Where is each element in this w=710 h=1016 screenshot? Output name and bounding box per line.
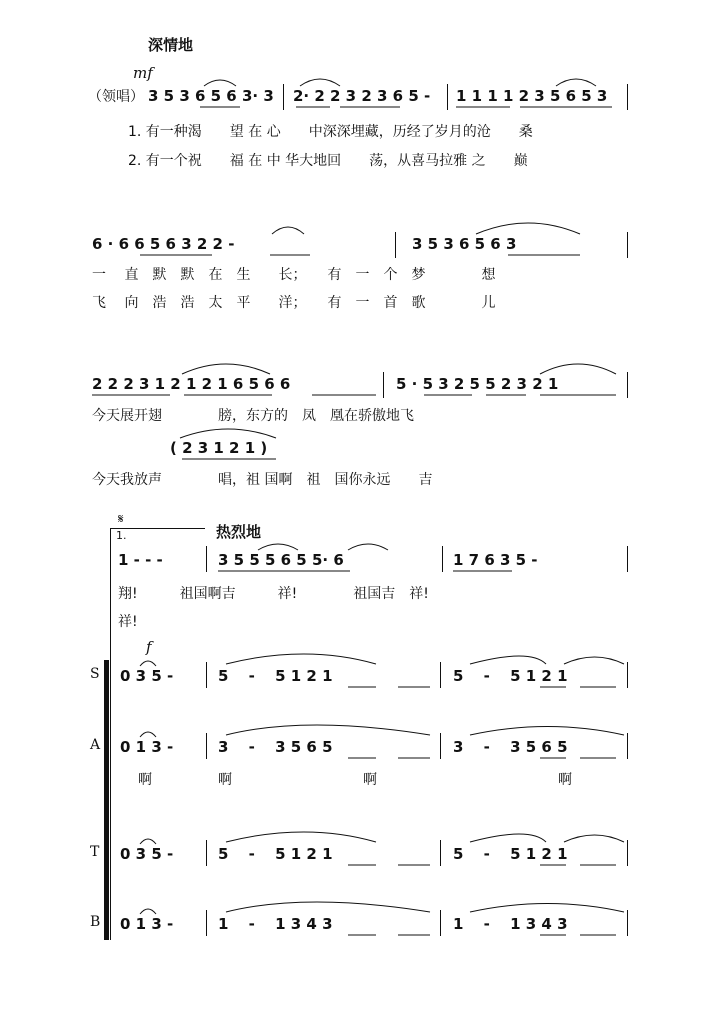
row4-lyrics-verse1: 翔! 祖国啊吉 祥! 祖国吉 祥! bbox=[118, 586, 429, 602]
slur bbox=[540, 364, 616, 374]
segno-sign: 𝄋 bbox=[118, 512, 124, 527]
part-label-bass: B bbox=[90, 914, 101, 930]
bass-measure2: 1 - 1 3 4 3 bbox=[218, 915, 333, 933]
row1-measure1: 3 5 3 6 5 6 3· 3 bbox=[148, 87, 274, 105]
slur bbox=[348, 544, 388, 550]
slur bbox=[556, 79, 596, 86]
alto-measure2: 3 - 3 5 6 5 bbox=[218, 738, 333, 756]
slur bbox=[226, 725, 430, 735]
slur bbox=[182, 364, 270, 374]
alto-lyric: 啊 bbox=[558, 772, 572, 788]
slur bbox=[476, 223, 580, 234]
bass-measure1: 0 1 3 - bbox=[120, 915, 174, 933]
row2-measure1: 6 · 6 6 5 6 3 2 2 - bbox=[92, 235, 235, 253]
slur bbox=[226, 654, 376, 664]
slur bbox=[272, 227, 304, 234]
alto-lyric: 啊 bbox=[138, 772, 152, 788]
dynamic-f: f bbox=[146, 638, 152, 656]
slur bbox=[204, 80, 236, 86]
row4-lyrics-verse2: 祥! bbox=[118, 614, 138, 630]
soprano-measure1: 0 3 5 - bbox=[120, 667, 174, 685]
row1-lyrics-verse2: 2. 有一个祝 福 在 中 华大地回 荡，从喜马拉雅 之 巅 bbox=[128, 153, 528, 169]
tenor-measure2: 5 - 5 1 2 1 bbox=[218, 845, 333, 863]
slur bbox=[140, 909, 156, 914]
voice-label: （领唱） bbox=[88, 89, 144, 105]
dynamic-mf: mf bbox=[133, 64, 153, 82]
alto-measure1: 0 1 3 - bbox=[120, 738, 174, 756]
slur bbox=[140, 839, 156, 844]
row2-measure2: 3 5 3 6 5 6 3 bbox=[412, 235, 517, 253]
slur bbox=[258, 544, 298, 550]
tenor-measure1: 0 3 5 - bbox=[120, 845, 174, 863]
row1-measure2: 2· 2 2 3 2 3 6 5 - bbox=[293, 87, 431, 105]
row3-lyrics-verse2: 今天我放声 唱，祖 国啊 祖 国你永远 吉 bbox=[92, 472, 433, 488]
slur bbox=[470, 656, 546, 664]
row4-measure3: 1 7 6 3 5 - bbox=[453, 551, 538, 569]
expression-fervent: 热烈地 bbox=[216, 523, 262, 541]
alto-lyric: 啊 bbox=[363, 772, 377, 788]
part-label-soprano: S bbox=[90, 666, 100, 682]
slur bbox=[226, 902, 430, 912]
row3-alt-notes: ( 2 3 1 2 1 ) bbox=[170, 439, 268, 457]
alto-measure3: 3 - 3 5 6 5 bbox=[453, 738, 568, 756]
part-label-tenor: T bbox=[90, 844, 100, 860]
volta-number: 1. bbox=[116, 529, 127, 542]
row1-lyrics-verse1: 1. 有一种渴 望 在 心 中深深埋藏，历经了岁月的沧 桑 bbox=[128, 124, 533, 140]
row4-measure2: 3 5 5 5 6 5 5· 6 bbox=[218, 551, 344, 569]
slur bbox=[564, 657, 624, 664]
bass-measure3: 1 - 1 3 4 3 bbox=[453, 915, 568, 933]
soprano-measure3: 5 - 5 1 2 1 bbox=[453, 667, 568, 685]
row1-measure3: 1 1 1 1 2 3 5 6 5 3 bbox=[456, 87, 608, 105]
soprano-measure2: 5 - 5 1 2 1 bbox=[218, 667, 333, 685]
slur bbox=[226, 832, 376, 842]
slur bbox=[564, 835, 624, 842]
slur bbox=[470, 834, 546, 842]
slur bbox=[470, 904, 624, 913]
slur bbox=[180, 429, 276, 438]
slur bbox=[470, 727, 624, 736]
slur bbox=[140, 732, 156, 737]
expression-tender: 深情地 bbox=[148, 36, 194, 54]
row2-lyrics-verse2: 飞 向 浩 浩 太 平 洋； 有 一 首 歌 儿 bbox=[92, 295, 496, 311]
part-label-alto: A bbox=[90, 737, 101, 753]
tenor-measure3: 5 - 5 1 2 1 bbox=[453, 845, 568, 863]
row3-measure1: 2 2 2 3 1 2 1 2 1 6 5 6 6 bbox=[92, 375, 291, 393]
row4-measure1: 1 - - - bbox=[118, 551, 163, 569]
slur bbox=[140, 661, 156, 666]
row3-measure2: 5 · 5 3 2 5 5 2 3 2 1 bbox=[396, 375, 559, 393]
alto-lyric: 啊 bbox=[218, 772, 232, 788]
slur bbox=[300, 79, 340, 86]
row2-lyrics-verse1: 一 直 默 默 在 生 长； 有 一 个 梦 想 bbox=[92, 267, 496, 283]
row3-lyrics-verse1: 今天展开翅 膀，东方的 凤 凰在骄傲地飞 bbox=[92, 408, 414, 424]
